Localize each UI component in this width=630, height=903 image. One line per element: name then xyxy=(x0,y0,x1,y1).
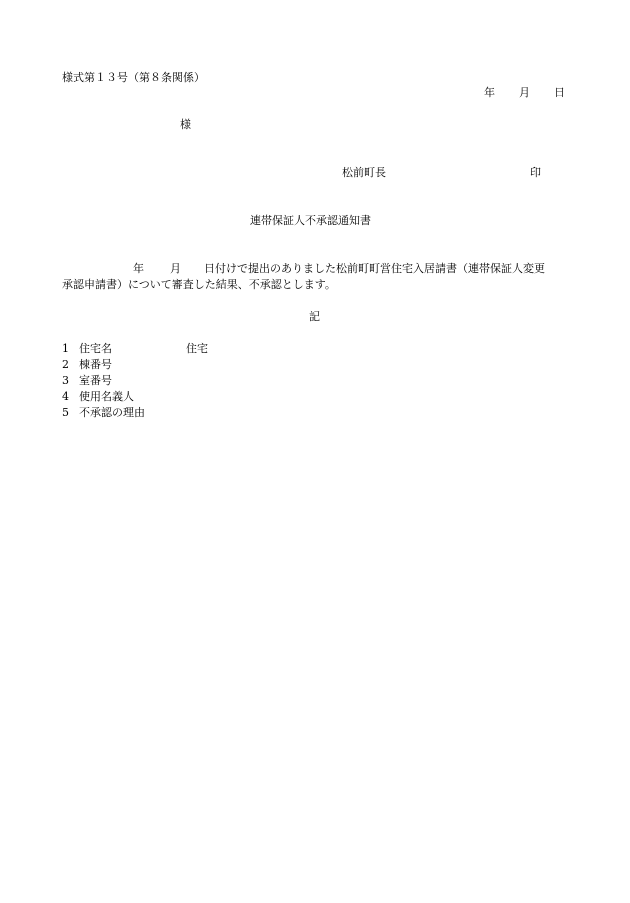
date-year-label: 年 xyxy=(484,86,495,99)
form-number: 様式第１３号（第８条関係） xyxy=(62,71,205,84)
date-month-label: 月 xyxy=(519,86,530,99)
body-date-year: 年 xyxy=(133,262,144,275)
seal-mark: 印 xyxy=(530,166,541,179)
body-text-line2: 承認申請書）について審査した結果、不承認とします。 xyxy=(62,278,336,291)
ki-heading: 記 xyxy=(309,310,320,323)
list-item-number: 1 xyxy=(62,342,69,355)
list-item xyxy=(62,375,112,386)
list-item-number: 3 xyxy=(62,374,69,387)
list-item xyxy=(62,359,112,370)
list-item xyxy=(62,407,145,418)
list-item-label: 不承認の理由 xyxy=(79,406,145,419)
list-item-label: 使用名義人 xyxy=(79,390,134,403)
list-item-value: 住宅 xyxy=(186,342,208,355)
list-item-number: 4 xyxy=(62,390,69,403)
list-item xyxy=(62,343,112,354)
list-item-number: 2 xyxy=(62,358,69,371)
list-item-label: 住宅名 xyxy=(79,342,112,355)
body-date-month: 月 xyxy=(170,262,181,275)
body-text-line1: 日付けで提出のありました松前町町営住宅入居請書（連帯保証人変更 xyxy=(204,262,545,275)
addressee-suffix: 様 xyxy=(180,118,191,131)
list-item-label: 棟番号 xyxy=(79,358,112,371)
list-item-label: 室番号 xyxy=(79,374,112,387)
list-item xyxy=(62,391,134,402)
list-item-number: 5 xyxy=(62,406,69,419)
date-day-label: 日 xyxy=(554,86,565,99)
document-title: 連帯保証人不承認通知書 xyxy=(250,214,371,227)
issuer-title: 松前町長 xyxy=(342,166,386,179)
